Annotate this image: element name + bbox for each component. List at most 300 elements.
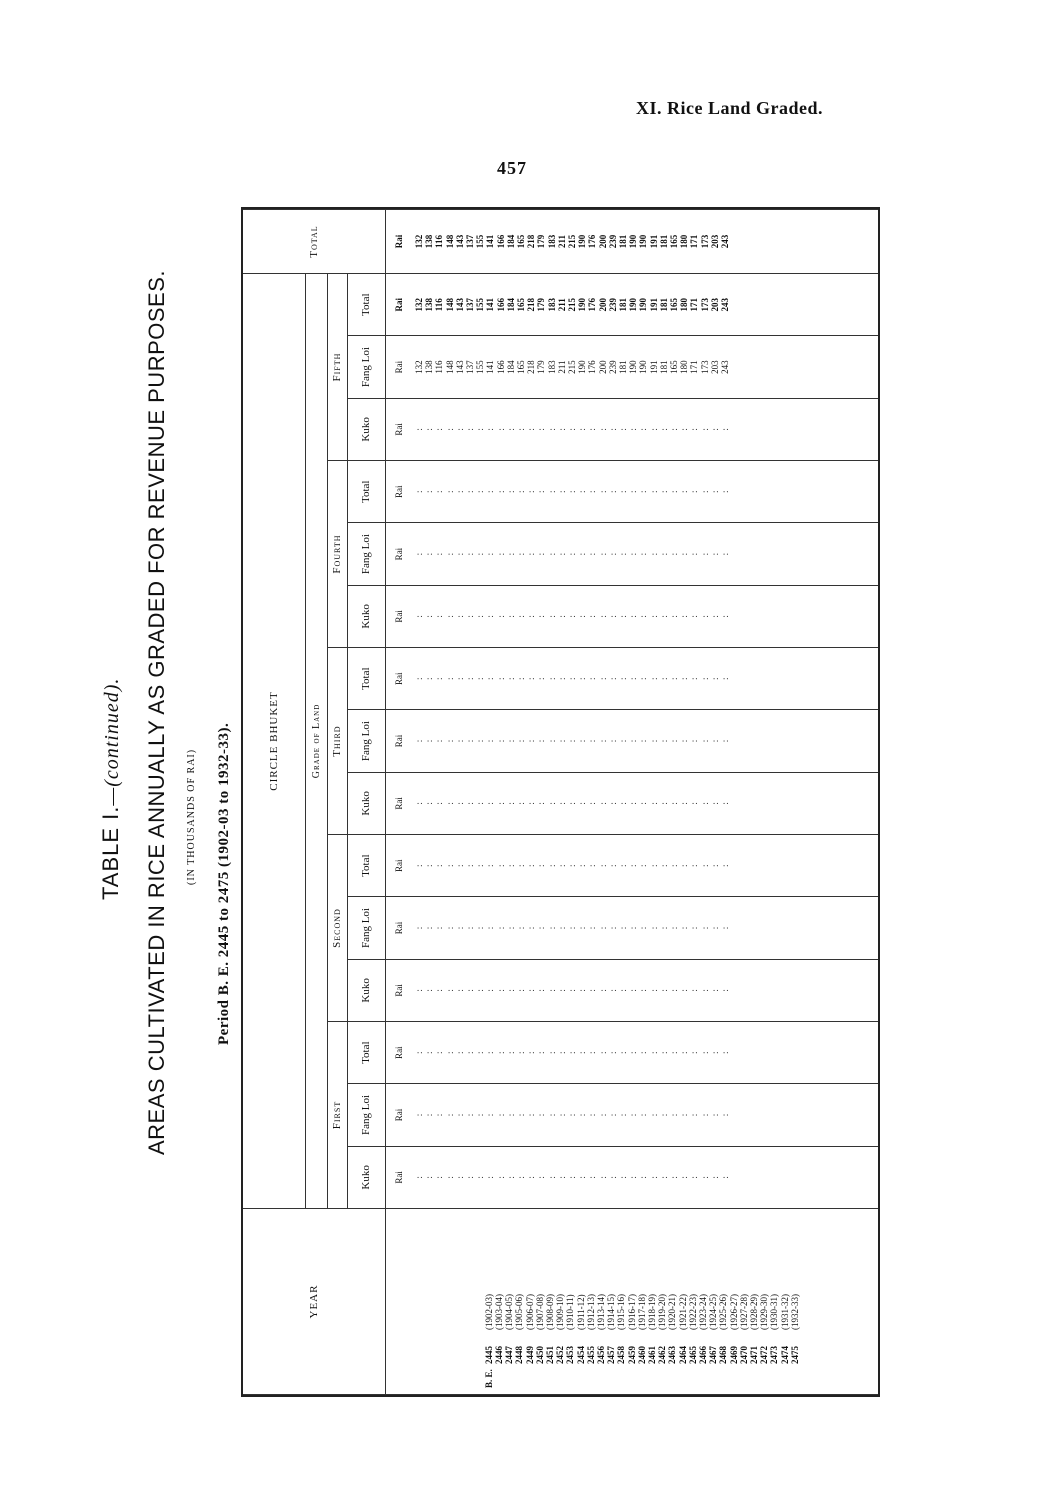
cell: 218 bbox=[526, 234, 537, 249]
year-be-29: 2474 bbox=[779, 1346, 790, 1364]
year-be-4: 2449 bbox=[524, 1346, 535, 1364]
cell: : bbox=[607, 926, 618, 930]
cell: : bbox=[556, 552, 567, 556]
cell: : bbox=[587, 802, 598, 805]
cell: 132 bbox=[413, 234, 424, 249]
cell: : bbox=[617, 428, 628, 431]
cell: : bbox=[587, 926, 598, 930]
cell: 165 bbox=[668, 234, 679, 249]
cell: : bbox=[566, 739, 577, 743]
cell: : bbox=[566, 490, 577, 493]
cell: : bbox=[444, 1176, 455, 1179]
cell: : bbox=[689, 864, 700, 867]
year-be-9: 2454 bbox=[575, 1346, 586, 1364]
cell: : bbox=[658, 677, 669, 680]
cell: : bbox=[495, 926, 506, 930]
cell: : bbox=[658, 926, 669, 930]
cell: 243 bbox=[720, 234, 730, 249]
cell: 184 bbox=[505, 360, 516, 374]
cell: : bbox=[464, 615, 475, 618]
cell: : bbox=[709, 615, 720, 618]
cell: : bbox=[587, 1176, 598, 1179]
cell: : bbox=[485, 739, 496, 743]
cell: 243 bbox=[720, 297, 730, 312]
cell: 211 bbox=[556, 235, 567, 249]
cell: : bbox=[515, 739, 526, 743]
cell: : bbox=[475, 926, 486, 930]
cell: : bbox=[617, 989, 628, 992]
cell: : bbox=[577, 490, 588, 493]
cell: : bbox=[668, 1113, 679, 1117]
cell: : bbox=[454, 1051, 465, 1054]
cell: : bbox=[699, 490, 710, 493]
cell: : bbox=[454, 1176, 465, 1179]
cell: : bbox=[505, 1051, 516, 1054]
third-total-header: Total bbox=[347, 648, 385, 710]
cell: : bbox=[536, 490, 547, 493]
cell: : bbox=[454, 802, 465, 805]
cell: : bbox=[587, 1051, 598, 1054]
cell: : bbox=[536, 739, 547, 743]
cell: : bbox=[668, 490, 679, 493]
second-fang-loi-column bbox=[385, 897, 878, 959]
first-total-column bbox=[385, 1022, 878, 1084]
cell: 137 bbox=[464, 297, 475, 312]
fourth-total-column bbox=[385, 461, 878, 523]
cell: : bbox=[485, 926, 496, 930]
cell: : bbox=[679, 989, 690, 992]
cell: : bbox=[536, 552, 547, 556]
year-greg-12: (1914-15) bbox=[606, 1294, 617, 1330]
cell: : bbox=[556, 864, 567, 867]
cell: : bbox=[424, 989, 435, 992]
cell: : bbox=[577, 677, 588, 680]
cell: : bbox=[526, 802, 537, 805]
cell: : bbox=[597, 926, 608, 930]
rice-land-table bbox=[241, 207, 880, 1397]
cell: 200 bbox=[597, 297, 608, 312]
cell: : bbox=[658, 989, 669, 992]
cell: : bbox=[434, 989, 445, 992]
cell: : bbox=[689, 989, 700, 992]
cell: : bbox=[424, 428, 435, 431]
cell: 171 bbox=[689, 234, 700, 249]
year-greg-15: (1917-18) bbox=[636, 1294, 647, 1330]
cell: : bbox=[464, 1113, 475, 1117]
cell: : bbox=[566, 1113, 577, 1117]
cell: : bbox=[556, 677, 567, 680]
cell: : bbox=[454, 989, 465, 992]
cell: 165 bbox=[668, 297, 679, 312]
cell: : bbox=[720, 1113, 730, 1117]
cell: 215 bbox=[566, 234, 577, 249]
year-greg-13: (1915-16) bbox=[616, 1294, 627, 1330]
cell: : bbox=[454, 739, 465, 743]
year-column bbox=[385, 1209, 878, 1395]
be-prefix bbox=[463, 1364, 494, 1388]
cell: 239 bbox=[607, 360, 618, 374]
cell: : bbox=[526, 739, 537, 743]
cell: : bbox=[485, 490, 496, 493]
cell: 215 bbox=[566, 360, 577, 374]
cell: 116 bbox=[434, 360, 445, 374]
year-be-18: 2463 bbox=[667, 1346, 678, 1364]
grade-third-header: Third bbox=[327, 648, 347, 835]
cell: 180 bbox=[679, 297, 690, 312]
first-fang-loi-column bbox=[385, 1084, 878, 1146]
cell: : bbox=[607, 864, 618, 867]
cell: : bbox=[454, 926, 465, 930]
cell: : bbox=[526, 615, 537, 618]
year-be-6: 2451 bbox=[545, 1346, 556, 1364]
cell: : bbox=[464, 739, 475, 743]
cell: : bbox=[648, 490, 659, 493]
cell: : bbox=[536, 989, 547, 992]
cell: : bbox=[658, 552, 669, 556]
year-greg-8: (1910-11) bbox=[565, 1294, 576, 1330]
year-greg-6: (1908-09) bbox=[545, 1294, 556, 1330]
cell: : bbox=[648, 989, 659, 992]
cell: : bbox=[709, 1051, 720, 1054]
unit-label: Rai bbox=[393, 547, 404, 561]
cell: : bbox=[689, 802, 700, 805]
cell: : bbox=[689, 490, 700, 493]
cell: : bbox=[536, 615, 547, 618]
cell: : bbox=[689, 552, 700, 556]
cell: : bbox=[689, 615, 700, 618]
cell: : bbox=[556, 490, 567, 493]
cell: : bbox=[587, 989, 598, 992]
cell: 148 bbox=[444, 234, 455, 249]
unit-label: Rai bbox=[393, 1108, 404, 1122]
cell: : bbox=[424, 739, 435, 743]
year-be-2: 2447 bbox=[504, 1346, 515, 1364]
year-be-28: 2473 bbox=[769, 1346, 780, 1364]
year-greg-16: (1918-19) bbox=[647, 1294, 658, 1330]
cell: : bbox=[587, 490, 598, 493]
cell: : bbox=[648, 677, 659, 680]
cell: 181 bbox=[658, 360, 669, 374]
cell: : bbox=[689, 739, 700, 743]
cell: 215 bbox=[566, 297, 577, 312]
cell: : bbox=[495, 490, 506, 493]
cell: 190 bbox=[577, 360, 588, 374]
cell: 181 bbox=[617, 234, 628, 249]
cell: : bbox=[668, 864, 679, 867]
unit-label: Rai bbox=[393, 360, 404, 374]
year-greg-0: (1902-03) bbox=[483, 1294, 494, 1330]
fourth-kuko-header: Kuko bbox=[347, 585, 385, 647]
cell: 211 bbox=[556, 298, 567, 312]
be-prefix-text: B. E. bbox=[483, 1369, 494, 1388]
cell: : bbox=[444, 926, 455, 930]
cell: : bbox=[526, 1113, 537, 1117]
cell: : bbox=[658, 1176, 669, 1179]
cell: 173 bbox=[699, 360, 710, 374]
grade-fifth-header: Fifth bbox=[327, 274, 347, 461]
circle-header: CIRCLE BHUKET bbox=[243, 274, 305, 1209]
cell: : bbox=[709, 864, 720, 867]
cell: : bbox=[577, 1051, 588, 1054]
cell: : bbox=[515, 1051, 526, 1054]
fifth-kuko-header: Kuko bbox=[347, 398, 385, 460]
cell: : bbox=[556, 739, 567, 743]
cell: : bbox=[607, 1051, 618, 1054]
cell: : bbox=[577, 1113, 588, 1117]
cell: : bbox=[424, 677, 435, 680]
cell: : bbox=[444, 1051, 455, 1054]
cell: : bbox=[434, 802, 445, 805]
cell: : bbox=[628, 802, 639, 805]
cell: : bbox=[628, 739, 639, 743]
cell: : bbox=[413, 864, 424, 867]
cell: 116 bbox=[434, 298, 445, 312]
second-fang-loi-header: Fang Loi bbox=[347, 897, 385, 959]
cell: : bbox=[464, 864, 475, 867]
first-fang-loi-header: Fang Loi bbox=[347, 1084, 385, 1146]
cell: : bbox=[668, 1051, 679, 1054]
cell: 155 bbox=[475, 234, 486, 249]
cell: : bbox=[577, 615, 588, 618]
cell: : bbox=[424, 802, 435, 805]
cell: 143 bbox=[454, 360, 465, 374]
year-greg-3: (1905-06) bbox=[514, 1294, 525, 1330]
table-label bbox=[98, 678, 124, 900]
year-be-26: 2471 bbox=[749, 1346, 760, 1364]
cell: : bbox=[434, 1176, 445, 1179]
cell: : bbox=[526, 926, 537, 930]
cell: : bbox=[628, 864, 639, 867]
cell: : bbox=[454, 552, 465, 556]
unit-label: Rai bbox=[393, 610, 404, 623]
cell: : bbox=[720, 552, 730, 556]
fifth-total-header: Total bbox=[347, 274, 385, 336]
cell: 203 bbox=[709, 297, 720, 312]
cell: : bbox=[515, 552, 526, 556]
cell: : bbox=[709, 490, 720, 493]
cell: 143 bbox=[454, 234, 465, 249]
cell: : bbox=[505, 615, 516, 618]
year-greg-1: (1903-04) bbox=[494, 1294, 504, 1330]
cell: : bbox=[577, 802, 588, 805]
first-kuko-header: Kuko bbox=[347, 1146, 385, 1208]
cell: : bbox=[444, 802, 455, 805]
cell: : bbox=[413, 490, 424, 493]
subtitle: (IN THOUSANDS OF RAI) bbox=[186, 748, 197, 885]
cell: : bbox=[495, 802, 506, 805]
cell: 191 bbox=[648, 360, 659, 374]
cell: : bbox=[485, 428, 496, 431]
cell: 148 bbox=[444, 360, 455, 374]
cell: : bbox=[413, 1051, 424, 1054]
cell: : bbox=[424, 926, 435, 930]
cell: : bbox=[668, 677, 679, 680]
year-greg-22: (1924-25) bbox=[708, 1294, 719, 1330]
cell: : bbox=[505, 926, 516, 930]
year-be-10: 2455 bbox=[585, 1346, 596, 1364]
cell: : bbox=[475, 490, 486, 493]
cell: 180 bbox=[679, 360, 690, 374]
cell: : bbox=[413, 677, 424, 680]
cell: : bbox=[485, 989, 496, 992]
cell: : bbox=[648, 1176, 659, 1179]
grade-of-land-header: Grade of Land bbox=[305, 274, 327, 1209]
cell: : bbox=[485, 1113, 496, 1117]
cell: : bbox=[720, 802, 730, 805]
cell: : bbox=[546, 677, 557, 680]
cell: : bbox=[444, 677, 455, 680]
cell: 166 bbox=[495, 297, 506, 312]
unit-label: Rai bbox=[393, 1046, 404, 1059]
cell: : bbox=[495, 1176, 506, 1179]
cell: : bbox=[628, 989, 639, 992]
cell: 138 bbox=[424, 297, 435, 312]
fifth-kuko-column bbox=[385, 398, 878, 460]
cell: 203 bbox=[709, 234, 720, 249]
cell: : bbox=[617, 615, 628, 618]
total-header: Total bbox=[243, 210, 385, 274]
cell: : bbox=[424, 552, 435, 556]
cell: : bbox=[699, 1176, 710, 1179]
cell: : bbox=[526, 989, 537, 992]
cell: : bbox=[617, 802, 628, 805]
year-be-22: 2467 bbox=[708, 1346, 719, 1364]
third-kuko-header: Kuko bbox=[347, 772, 385, 834]
cell: : bbox=[720, 864, 730, 867]
cell: : bbox=[607, 428, 618, 431]
be-years bbox=[463, 1330, 800, 1364]
cell: : bbox=[536, 802, 547, 805]
cell: : bbox=[607, 802, 618, 805]
cell: : bbox=[699, 739, 710, 743]
year-greg-28: (1930-31) bbox=[769, 1294, 780, 1330]
cell: : bbox=[577, 1176, 588, 1179]
first-kuko-column bbox=[385, 1146, 878, 1208]
cell: : bbox=[556, 1113, 567, 1117]
cell: 155 bbox=[475, 360, 486, 374]
third-kuko-column bbox=[385, 772, 878, 834]
cell: : bbox=[679, 677, 690, 680]
cell: : bbox=[668, 428, 679, 431]
cell: : bbox=[566, 926, 577, 930]
cell: 173 bbox=[699, 234, 710, 249]
cell: : bbox=[638, 926, 649, 930]
cell: 181 bbox=[658, 234, 669, 249]
cell: : bbox=[515, 989, 526, 992]
second-total-column bbox=[385, 835, 878, 897]
cell: : bbox=[628, 615, 639, 618]
cell: : bbox=[444, 739, 455, 743]
cell: : bbox=[505, 989, 516, 992]
cell: : bbox=[679, 864, 690, 867]
cell: : bbox=[444, 490, 455, 493]
cell: 184 bbox=[505, 234, 516, 249]
cell: : bbox=[434, 739, 445, 743]
cell: : bbox=[566, 802, 577, 805]
cell: 190 bbox=[577, 297, 588, 312]
cell: : bbox=[526, 1176, 537, 1179]
table-label-text: TABLE I. bbox=[98, 805, 123, 900]
cell: : bbox=[648, 926, 659, 930]
cell: 143 bbox=[454, 297, 465, 312]
cell: : bbox=[413, 989, 424, 992]
unit-label: Rai bbox=[393, 297, 404, 312]
cell: : bbox=[658, 1113, 669, 1117]
cell: : bbox=[617, 1051, 628, 1054]
page-number: 457 bbox=[497, 158, 527, 178]
cell: : bbox=[638, 989, 649, 992]
cell: : bbox=[679, 1113, 690, 1117]
cell: 137 bbox=[464, 360, 475, 374]
cell: : bbox=[505, 802, 516, 805]
cell: : bbox=[434, 552, 445, 556]
cell: : bbox=[668, 552, 679, 556]
cell: : bbox=[658, 490, 669, 493]
cell: : bbox=[709, 926, 720, 930]
cell: : bbox=[679, 802, 690, 805]
cell: : bbox=[607, 677, 618, 680]
cell: : bbox=[556, 428, 567, 431]
cell: : bbox=[617, 552, 628, 556]
cell: 141 bbox=[485, 234, 496, 249]
cell: : bbox=[495, 428, 506, 431]
unit-label: Rai bbox=[393, 734, 404, 748]
cell: : bbox=[638, 615, 649, 618]
cell: : bbox=[607, 989, 618, 992]
cell: : bbox=[689, 1051, 700, 1054]
year-greg-21: (1923-24) bbox=[698, 1294, 709, 1330]
cell: : bbox=[709, 428, 720, 431]
cell: : bbox=[485, 1051, 496, 1054]
cell: : bbox=[505, 1176, 516, 1179]
cell: : bbox=[617, 926, 628, 930]
cell: 138 bbox=[424, 234, 435, 249]
cell: : bbox=[720, 926, 730, 930]
year-be-16: 2461 bbox=[647, 1346, 658, 1364]
cell: : bbox=[720, 428, 730, 431]
section-title: XI. Rice Land Graded. bbox=[636, 98, 824, 118]
cell: : bbox=[464, 1176, 475, 1179]
cell: 200 bbox=[597, 234, 608, 249]
cell: : bbox=[617, 739, 628, 743]
cell: : bbox=[515, 926, 526, 930]
cell: : bbox=[536, 1176, 547, 1179]
cell: : bbox=[638, 552, 649, 556]
cell: : bbox=[475, 428, 486, 431]
cell: : bbox=[546, 552, 557, 556]
cell: : bbox=[413, 1176, 424, 1179]
cell: : bbox=[566, 1176, 577, 1179]
fifth-total-column bbox=[385, 274, 878, 336]
cell: : bbox=[505, 552, 516, 556]
cell: : bbox=[526, 552, 537, 556]
cell: : bbox=[689, 428, 700, 431]
cell: 239 bbox=[607, 297, 618, 312]
cell: 190 bbox=[628, 234, 639, 249]
cell: : bbox=[587, 428, 598, 431]
year-greg-9: (1911-12) bbox=[575, 1294, 586, 1330]
cell: : bbox=[495, 739, 506, 743]
cell: : bbox=[679, 428, 690, 431]
year-be-20: 2465 bbox=[687, 1346, 698, 1364]
cell: : bbox=[628, 428, 639, 431]
cell: : bbox=[628, 677, 639, 680]
cell: : bbox=[566, 615, 577, 618]
cell: : bbox=[566, 864, 577, 867]
cell: 165 bbox=[668, 360, 679, 374]
cell: : bbox=[464, 490, 475, 493]
year-greg-27: (1929-30) bbox=[759, 1294, 770, 1330]
